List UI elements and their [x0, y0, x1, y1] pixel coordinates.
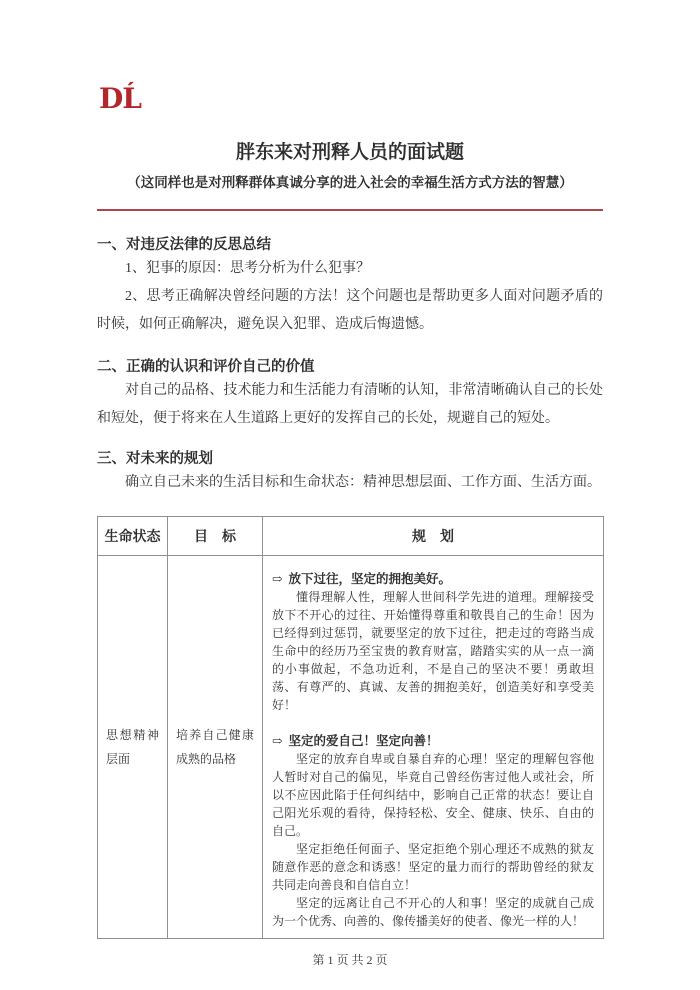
plan-paragraph: 坚定的远离让自己不开心的人和事！坚定的成就自己成为一个优秀、向善的、像传播美好的使者、像光一样的人！ [272, 896, 594, 928]
paragraph: 2、思考正确解决曾经问题的方法！这个问题也是帮助更多人面对问题矛盾的时候，如何正确解决，避免误入犯罪、造成后悔遗憾。 [97, 289, 603, 332]
table-row [98, 556, 604, 939]
plan-block-heading-text: 放下过往，坚定的拥抱美好。 [288, 572, 451, 586]
section-heading: 二、正确的认识和评价自己的价值 [97, 359, 315, 375]
section-heading: 一、对违反法律的反思总结 [97, 237, 271, 253]
right-arrow-icon: ⇨ [272, 734, 283, 748]
paragraph: 对自己的品格、技术能力和生活能力有清晰的认知，非常清晰确认自己的长处和短处，便于将来在人生道路上更好的发挥自己的长处，规避自己的短处。 [97, 383, 603, 426]
col-header-life-state: 生命状态 [98, 517, 168, 556]
section-future-plan [97, 449, 603, 497]
title-divider-rule [97, 209, 603, 211]
table-header-row [98, 517, 604, 556]
plan-paragraph: 坚定的放弃自卑或自暴自弃的心理！坚定的理解包容他人暂时对自己的偏见，毕竟自己曾经伤害过他人或社会，所以不应因此陷于任何纠结中，影响自己正常的状态！要让自己阳光乐观的看待，保持轻松、安全、健康、快乐、自由的自己。 [272, 752, 594, 838]
col-header-plan: 规 划 [263, 517, 604, 556]
right-arrow-icon: ⇨ [272, 572, 283, 586]
plan-paragraph: 懂得理解人性，理解人世间科学先进的道理。理解接受放下不开心的过往、开始懂得尊重和敬畏自己的生命！因为已经得到过惩罚，就要坚定的放下过往，把走过的弯路当成生命中的经历乃至宝贵的教育财富，踏踏实实的从一点一滴的小事做起，不急功近利，不是自己的坚决不要！勇敢坦荡、有尊严的、真诚、友善的拥抱美好，创造美好和享受美好！ [272, 590, 594, 712]
section-self-value [97, 357, 603, 433]
section-heading: 三、对未来的规划 [97, 451, 213, 467]
paragraph: 确立自己未来的生活目标和生命状态：精神思想层面、工作方面、生活方面。 [125, 475, 601, 490]
plan-block-heading [272, 570, 594, 588]
plan-block-embrace-good [272, 570, 594, 714]
life-state-cell: 思想精神层面 [98, 556, 168, 939]
paragraph: 1、犯事的原因：思考分析为什么犯事？ [125, 261, 370, 276]
document-content [97, 0, 603, 969]
plan-cell [263, 556, 604, 939]
planning-table [97, 516, 604, 939]
plan-block-love-self [272, 732, 594, 930]
document-subtitle: （这同样也是对刑释群体真诚分享的进入社会的幸福生活方式方法的智慧） [127, 175, 573, 190]
plan-block-heading [272, 732, 594, 750]
goal-cell: 培养自己健康成熟的品格 [168, 556, 263, 939]
page-number-footer: 第 1 页 共 2 页 [312, 953, 388, 967]
plan-paragraph: 坚定拒绝任何面子、坚定拒绝个别心理还不成熟的狱友随意作恶的意念和诱惑！坚定的量力而行的帮助曾经的狱友共同走向善良和自信自立！ [272, 842, 594, 892]
company-logo: DĹ [99, 82, 141, 115]
section-law-reflection [97, 235, 603, 339]
plan-block-heading-text: 坚定的爱自己！坚定向善！ [288, 734, 439, 748]
col-header-goal: 目 标 [168, 517, 263, 556]
document-title: 胖东来对刑释人员的面试题 [235, 142, 464, 163]
